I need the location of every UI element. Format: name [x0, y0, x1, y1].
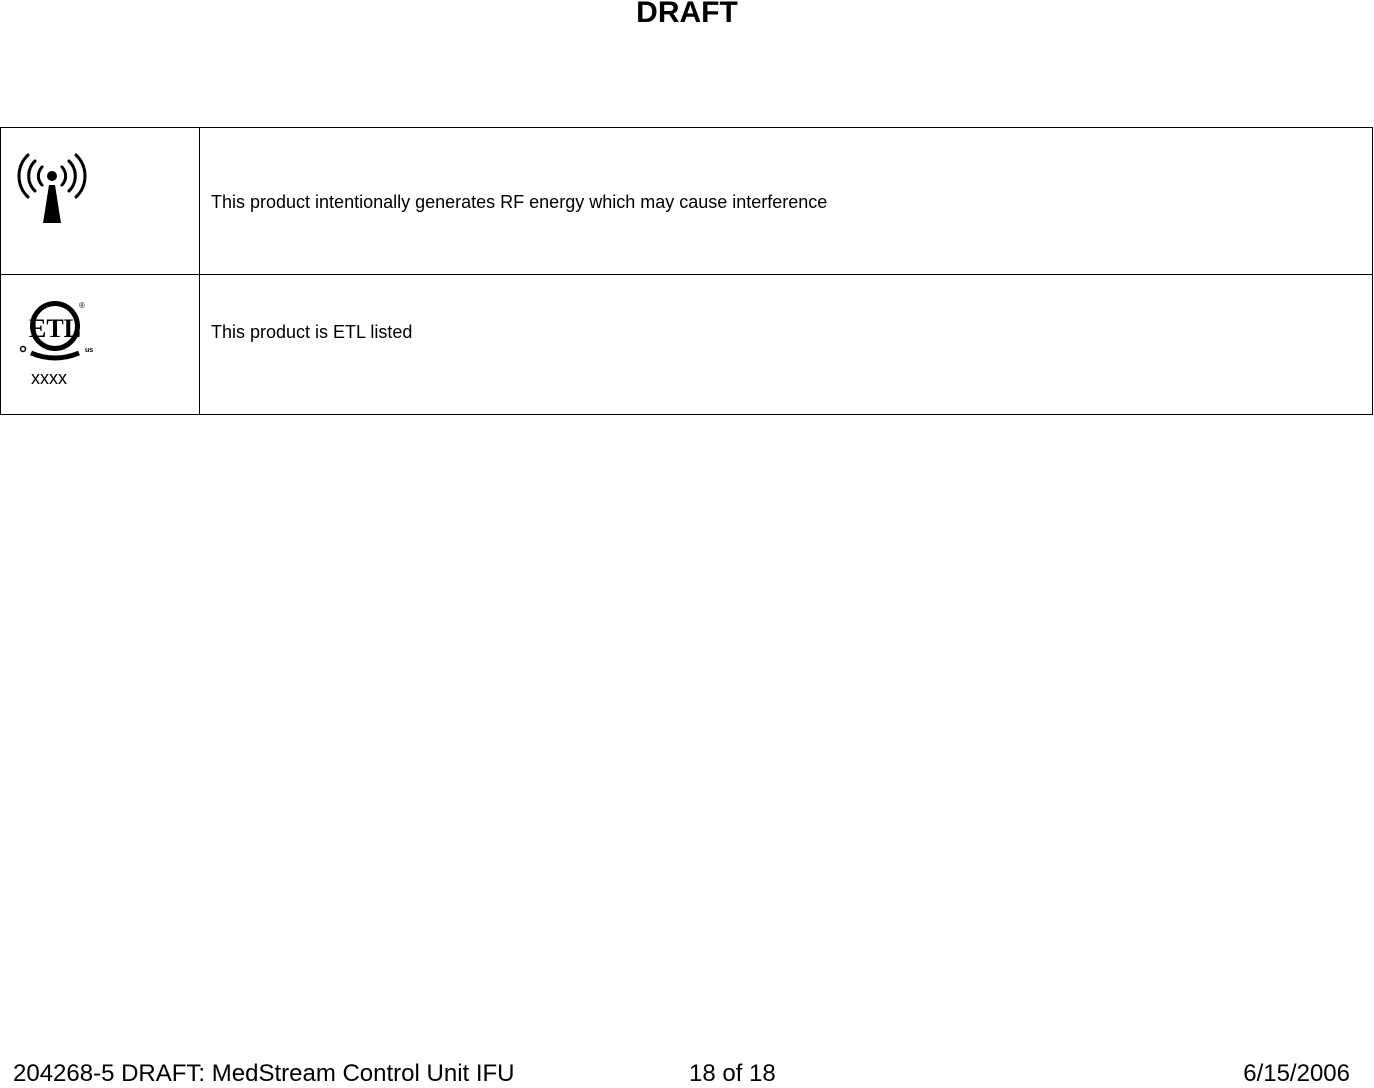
description-cell: [200, 128, 1373, 275]
symbols-table: [0, 127, 1373, 415]
footer-date: 6/15/2006: [1243, 1060, 1350, 1087]
description-cell: [200, 275, 1373, 415]
svg-text:ETL: ETL: [28, 314, 82, 343]
footer-page-number: 18 of 18: [689, 1060, 776, 1087]
symbol-cell: [1, 128, 200, 275]
table-row: [1, 275, 1373, 415]
non-ionizing-radiation-icon: [15, 151, 89, 225]
table-row: [1, 128, 1373, 275]
svg-text:us: us: [85, 347, 94, 354]
etl-mark-caption: xxxx: [31, 368, 67, 388]
page-title: DRAFT: [636, 0, 738, 29]
rf-warning-text: This product intentionally generates RF energy which may cause interference: [211, 192, 828, 212]
etl-listed-mark-icon: [17, 297, 97, 363]
footer-document-id: 204268-5 DRAFT: MedStream Control Unit IFU: [13, 1060, 515, 1087]
symbol-cell: [1, 275, 200, 415]
etl-listed-text: This product is ETL listed: [211, 322, 413, 342]
svg-text:®: ®: [79, 301, 85, 310]
